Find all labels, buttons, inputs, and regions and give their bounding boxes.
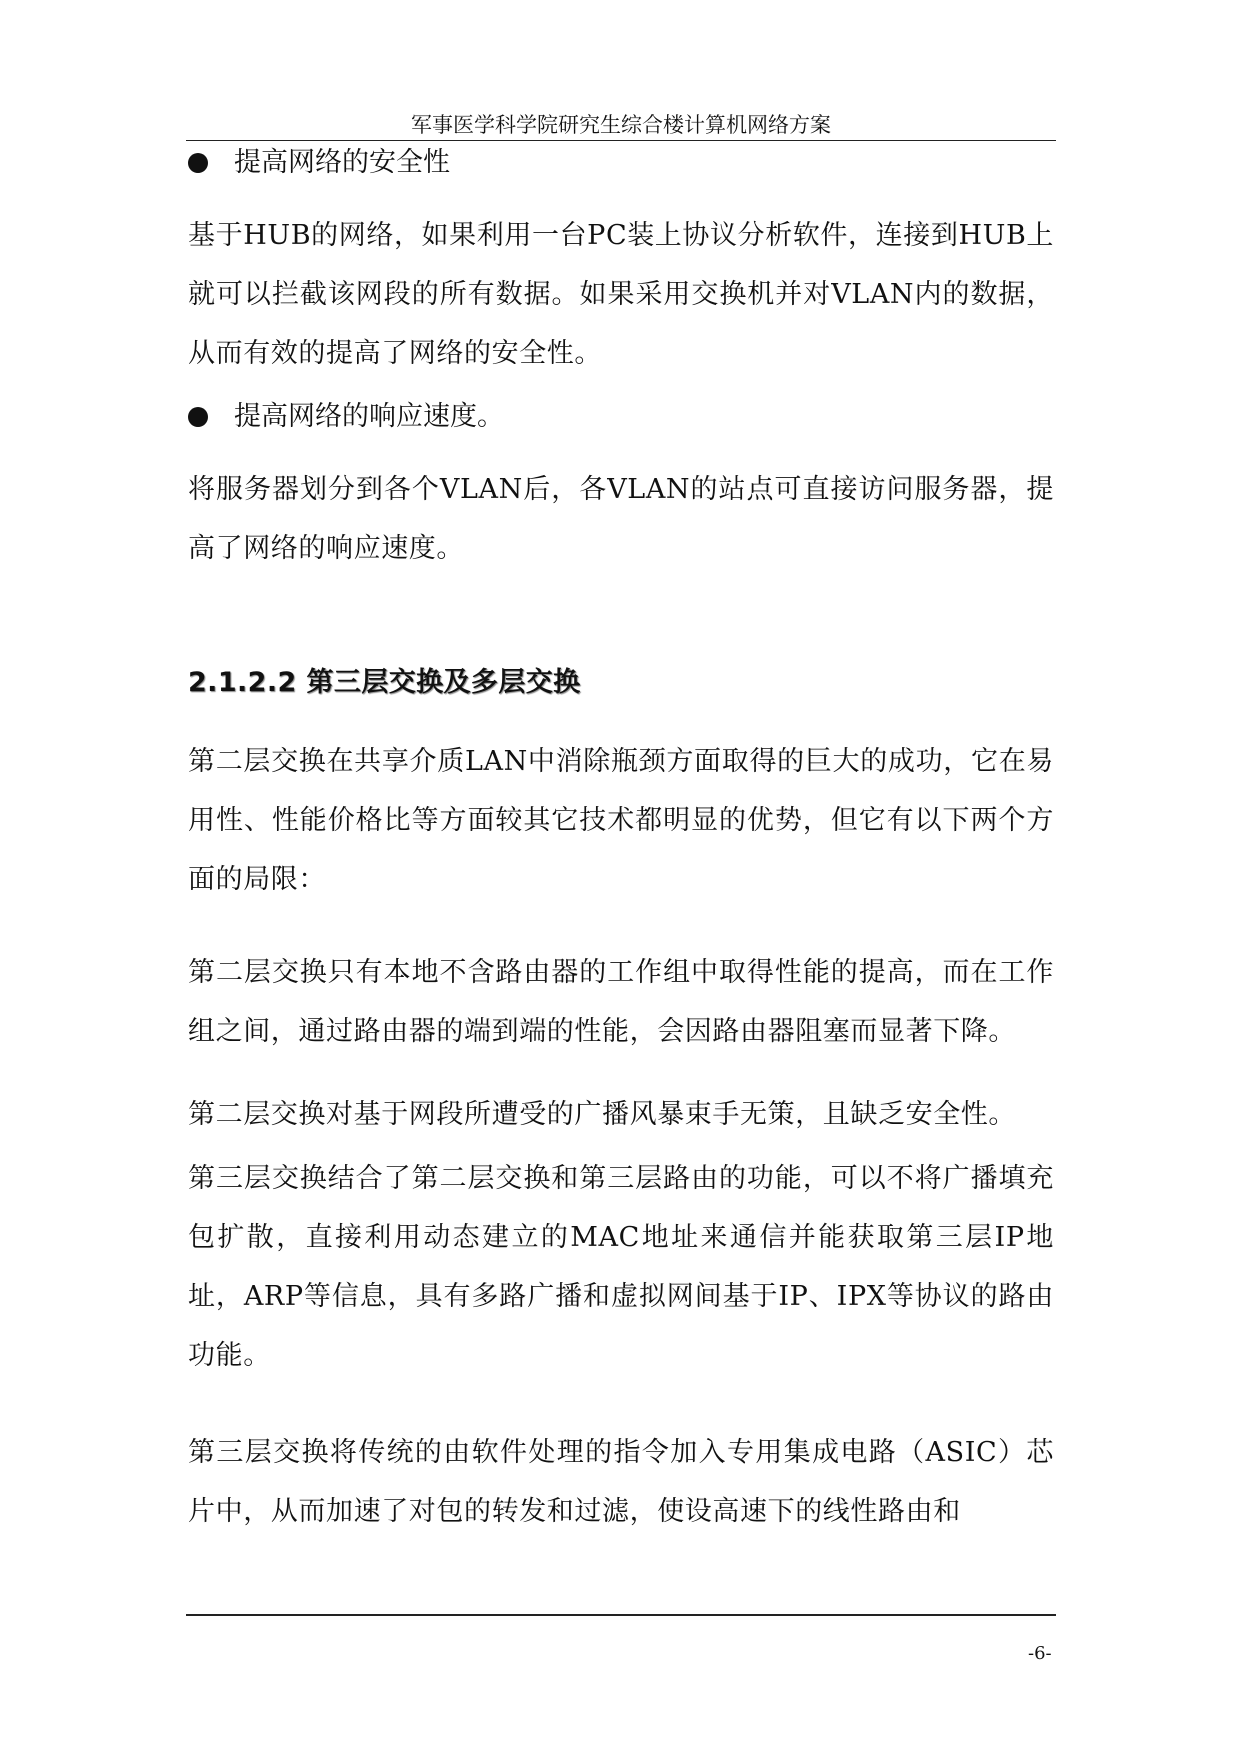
page-header: 军事医学科学院研究生综合楼计算机网络方案 [411, 113, 831, 137]
footer-rule [186, 1614, 1056, 1616]
paragraph-layer3-asic: 第三层交换将传统的由软件处理的指令加入专用集成电路（ASIC）芯片中，从而加速了对包的转发和过滤，使设高速下的线性路由和 [188, 1437, 1054, 1527]
page-number: -6- [1028, 1643, 1052, 1664]
paragraph-layer2-limits: 第二层交换在共享介质LAN中消除瓶颈方面取得的巨大的成功，它在易用性、性能价格比等方面较其它技术都明显的优势，但它有以下两个方面的局限： [188, 746, 1054, 895]
bullet-text: 提高网络的响应速度。 [234, 401, 504, 432]
paragraph-vlan-servers: 将服务器划分到各个VLAN后，各VLAN的站点可直接访问服务器，提高了网络的响应速度。 [188, 474, 1054, 564]
bullet-dot-icon [188, 407, 208, 427]
bullet-item-security [188, 133, 1054, 192]
section-heading: 2.1.2.2 第三层交换及多层交换 [188, 667, 581, 698]
bullet-dot-icon [188, 153, 208, 173]
paragraph-layer2-broadcast: 第二层交换对基于网段所遭受的广播风暴束手无策，且缺乏安全性。 [188, 1099, 1016, 1130]
bullet-item-response-speed [188, 387, 1054, 446]
paragraph-layer2-workgroup: 第二层交换只有本地不含路由器的工作组中取得性能的提高，而在工作组之间，通过路由器的端到端的性能，会因路由器阻塞而显著下降。 [188, 957, 1054, 1047]
paragraph-hub-security: 基于HUB的网络，如果利用一台PC装上协议分析软件，连接到HUB上就可以拦截该网段的所有数据。如果采用交换机并对VLAN内的数据，从而有效的提高了网络的安全性。 [188, 220, 1054, 369]
bullet-text: 提高网络的安全性 [234, 147, 450, 178]
paragraph-layer3-combined: 第三层交换结合了第二层交换和第三层路由的功能，可以不将广播填充包扩散，直接利用动态建立的MAC地址来通信并能获取第三层IP地址，ARP等信息，具有多路广播和虚拟网间基于IP、IPX等协议的路由功能。 [188, 1163, 1054, 1371]
